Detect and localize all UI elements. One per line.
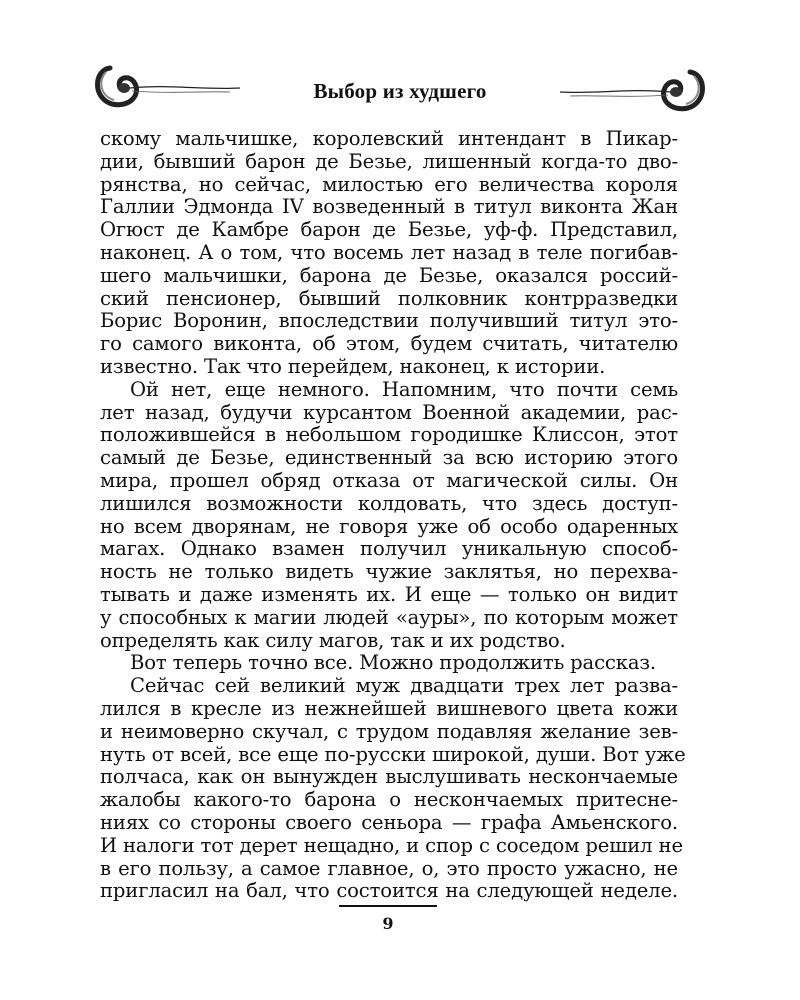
text-line: жалобы какого-то барона о нескончаемых притесне- <box>100 788 678 812</box>
text-line: Огюст де Камбре барон де Безье, уф-ф. Представил, <box>100 218 678 242</box>
page-number: 9 <box>382 914 394 933</box>
text-line: известно. Так что перейдем, наконец, к истории. <box>100 354 606 378</box>
text-line: дии, бывший барон де Безье, лишенный когда-то дво- <box>100 149 678 173</box>
text-line: скому мальчишке, королевский интендант в Пикар- <box>100 127 678 150</box>
text-line: у способных к магии людей «ауры», по которым может <box>100 605 678 629</box>
text-line: Борис Воронин, впоследствии получивший титул это- <box>100 309 678 333</box>
running-title: Выбор из худшего <box>313 79 487 103</box>
footer-rule <box>339 905 437 907</box>
text-line: определять как силу магов, так и их родство. <box>100 628 566 652</box>
running-header <box>90 58 710 118</box>
text-line: ский пенсионер, бывший полковник контрразведки <box>100 286 678 310</box>
text-line: лет назад, будучи курсантом Военной академии, рас- <box>100 400 678 424</box>
text-line: в его пользу, а самое главное, о, это просто ужасно, не <box>100 856 678 880</box>
text-line: нуть от всей, все еще по-русски широкой, души. Вот уже <box>100 742 686 766</box>
text-line: Галлии Эдмонда IV возведенный в титул виконта Жан <box>100 195 678 219</box>
text-line: и неимоверно скучал, с трудом подавляя желание зев- <box>100 719 678 743</box>
text-line: но всем дворянам, не говоря уже об особо одаренных <box>100 514 678 538</box>
text-line: И налоги тот дерет нещадно, и спор с соседом решил не <box>100 833 683 857</box>
text-line: Ой нет, еще немного. Напомним, что почти семь <box>130 377 678 401</box>
text-line: рянства, но сейчас, милостью его величества короля <box>100 172 678 196</box>
text-line: пригласил на бал, что состоится на следующей неделе. <box>100 879 678 903</box>
text-line: магах. Однако взамен получил уникальную способ- <box>100 537 678 561</box>
text-line: положившейся в небольшом городишке Клиссон, этот <box>100 423 678 447</box>
text-line: мира, прошел обряд отказа от магической силы. Он <box>100 468 678 492</box>
text-line: Сейчас сей великий муж двадцати трех лет развa- <box>130 674 678 698</box>
text-line: наконец. А о том, что восемь лет назад в теле погибав- <box>100 240 678 264</box>
text-line: самый де Безье, единственный за всю историю этого <box>100 446 678 470</box>
right-swirl-ornament-icon <box>560 72 703 109</box>
body-text <box>100 127 686 903</box>
text-line: ность не только видеть чужие заклятья, но перехва- <box>100 560 678 584</box>
text-line: полчаса, как он вынужден выслушивать нескончаемые <box>100 765 678 789</box>
text-line: шего мальчишки, барона де Безье, оказался россий- <box>100 263 678 287</box>
text-line: лился в кресле из нежнейшей вишневого цвета кожи <box>100 696 678 720</box>
text-line: ниях со стороны своего сеньора — графа Амьенского. <box>100 810 678 834</box>
left-swirl-ornament-icon <box>98 68 241 105</box>
text-line: го самого виконта, об этом, будем считать, читателю <box>100 332 678 356</box>
text-line: тывать и даже изменять их. И еще — только он видит <box>100 582 678 606</box>
text-line: Вот теперь точно все. Можно продолжить рассказ. <box>130 651 656 675</box>
text-line: лишился возможности колдовать, что здесь доступ- <box>100 491 678 515</box>
